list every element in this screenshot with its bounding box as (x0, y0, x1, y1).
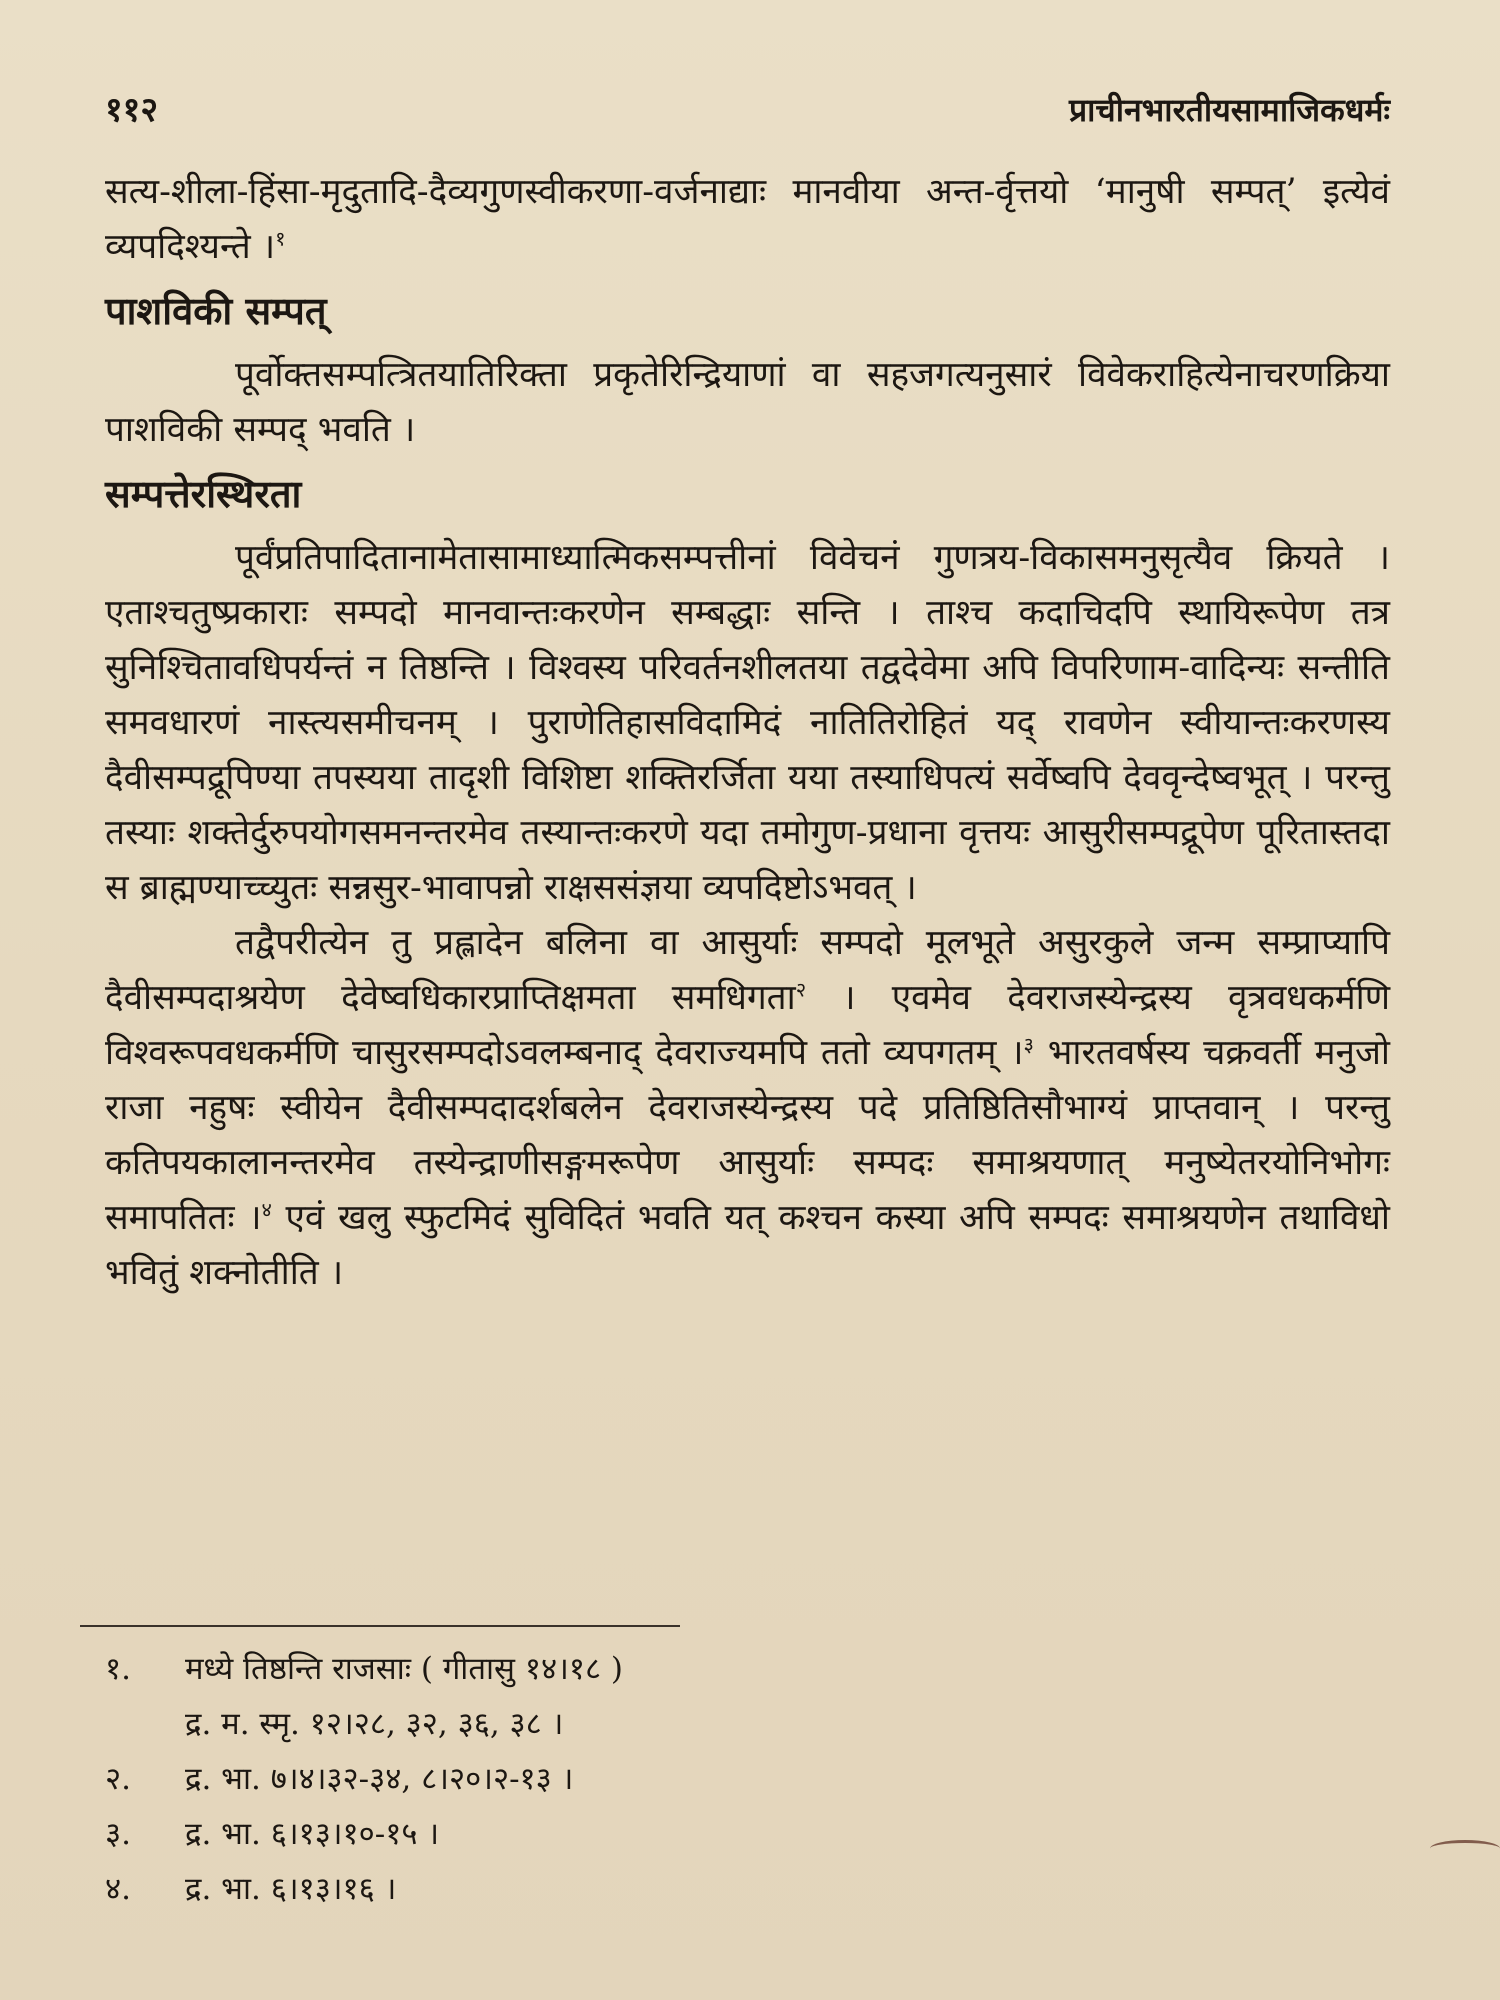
footnote-text: द्र. भा. ७।४।३२-३४, ८।२०।२-१३ । (185, 1761, 574, 1797)
section-heading-pashaviki: पाशविकी सम्पत् (105, 288, 327, 333)
footnote-text: द्र. भा. ६।१३।१०-१५ । (185, 1816, 440, 1852)
footnote-number: ४. (105, 1871, 131, 1907)
paragraph-2: पूर्वोक्तसम्पत्त्रितयातिरिक्ता प्रकृतेरिन्द्रियाणां वा सहजगत्यनुसारं विवेकराहित्येनाचरणक्रिया पाशविकी सम्पद् भवति । (105, 355, 1390, 450)
footnote-number: १. (105, 1651, 131, 1687)
footnote-item (105, 1642, 1390, 1697)
footnote-number (105, 1697, 185, 1752)
footnote-item (105, 1862, 1390, 1917)
ink-smudge (1430, 1840, 1500, 1857)
footnote-ref-3: ३ (1023, 1032, 1034, 1057)
footnote-text: द्र. म. स्मृ. १२।२८, ३२, ३६, ३८ । (185, 1706, 564, 1742)
footnote-item (105, 1752, 1390, 1807)
footnote-text: मध्ये तिष्ठन्ति राजसाः ( गीतासु १४।१८ ) (185, 1651, 624, 1687)
paragraph-4-text-a: तद्वैपरीत्येन तु प्रह्लादेन बलिना वा आसुर्याः सम्पदो मूलभूते असुरकुले जन्म सम्प्राप्यापि दैवीसम्पदाश्रयेण देवेष्वधिकारप्राप्तिक्षमता समधिगता (105, 923, 1390, 1018)
paragraph-4 (105, 916, 1390, 1301)
paragraph-3: पूर्वंप्रतिपादितानामेतासामाध्यात्मिकसम्पत्तीनां विवेचनं गुणत्रय-विकासमनुसृत्यैव क्रियते । एताश्चतुष्प्रकाराः सम्पदो मानवान्तःकरणेन सम्बद्धाः सन्ति । ताश्च कदाचिदपि स्थायिरूपेण तत्र सुनिश्चितावधिपर्यन्तं न तिष्ठन्ति । विश्वस्य परिवर्तनशीलतया तद्वदेवेमा अपि विपरिणाम-वादिन्यः सन्तीति समवधारणं नास्त्यसमीचनम् । पुराणेतिहासविदामिदं नातितिरोहितं यद् रावणेन स्वीयान्तःकरणस्य दैवीसम्पद्रूपिण्या तपस्यया तादृशी विशिष्टा शक्तिरर्जिता यया तस्याधिपत्यं सर्वेष्वपि देववृन्देष्वभूत् । परन्तु तस्याः शक्तेर्दुरुपयोगसमनन्तरमेव तस्यान्तःकरणे यदा तमोगुण-प्रधाना वृत्तयः आसुरीसम्पद्रूपेण पूरितास्तदा स ब्राह्मण्याच्च्युतः सन्नसुर-भावापन्नो राक्षससंज्ञया व्यपदिष्टोऽभवत् । (105, 538, 1390, 908)
footnote-item (105, 1807, 1390, 1862)
page-header (105, 85, 1390, 131)
running-title: प्राचीनभारतीयसामाजिकधर्मः (1068, 91, 1390, 129)
section-heading-asthirata: सम्पत्तेरस्थिरता (105, 471, 302, 516)
paragraph-1-text: सत्य-शीला-हिंसा-मृदुतादि-दैव्यगुणस्वीकरणा-वर्जनाद्याः मानवीया अन्त-र्वृत्तयो ‘मानुषी सम्पत्’ इत्येवं व्यपदिश्यन्ते । (105, 172, 1390, 267)
paragraph-4-text-c: भारतवर्षस्य चक्रवर्ती मनुजो राजा नहुषः स्वीयेन दैवीसम्पदादर्शबलेन देवराजस्येन्द्रस्य पदे प्रतिष्ठितिसौभाग्यं प्राप्तवान् । परन्तु कतिपयकालानन्तरमेव तस्येन्द्राणीसङ्गमरूपेण आसुर्याः सम्पदः समाश्रयणात् मनुष्येतरयोनिभोगः समापतितः । (105, 1033, 1390, 1238)
footnote-item (105, 1697, 1390, 1752)
footnote-ref-4: ४ (261, 1197, 272, 1222)
footnote-number: ३. (105, 1816, 131, 1852)
footnote-ref-2: २ (795, 977, 807, 1002)
paragraph-4-text-b: । एवमेव देवराजस्येन्द्रस्य वृत्रवधकर्मणि विश्वरूपवधकर्मणि चासुरसम्पदोऽवलम्बनाद् देवराज्यमपि ततो व्यपगतम् । (105, 978, 1391, 1073)
footnote-text: द्र. भा. ६।१३।१६ । (185, 1871, 397, 1907)
footnote-ref-1: १ (275, 226, 286, 251)
footnote-number: २. (105, 1761, 131, 1797)
footnotes (105, 1642, 1390, 1917)
page-number: ११२ (105, 90, 159, 130)
paragraph-4-text-d: एवं खलु स्फुटमिदं सुविदितं भवति यत् कश्चन कस्या अपि सम्पदः समाश्रयणेन तथाविधो भवितुं शक्नोतीति । (105, 1198, 1390, 1293)
page-body (105, 165, 1390, 1301)
paragraph-1 (105, 165, 1390, 275)
footnote-divider (80, 1625, 680, 1627)
